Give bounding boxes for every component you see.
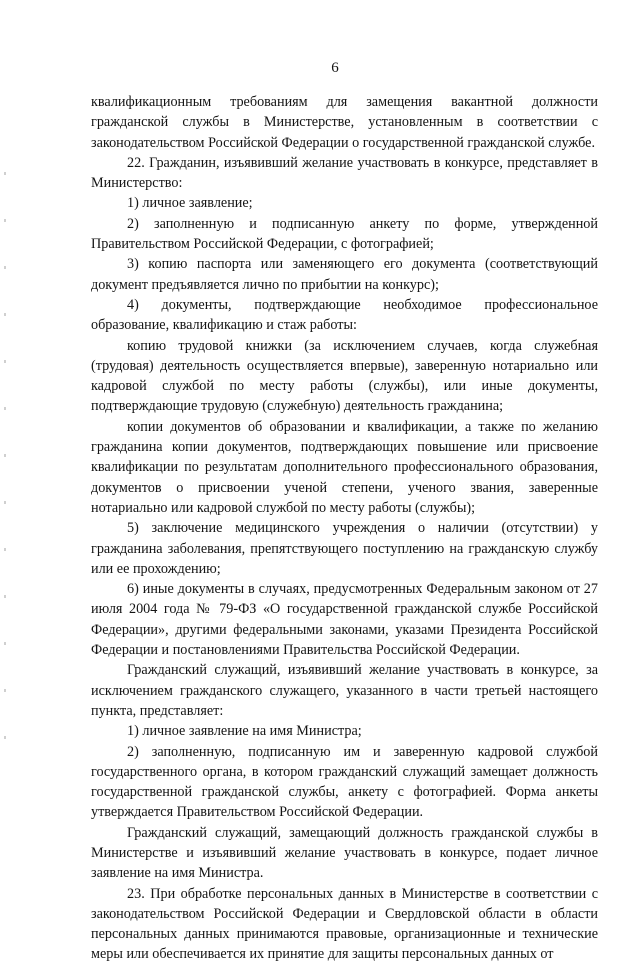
servant-list-item-2: 2) заполненную, подписанную им и заверенную кадровой службой государственного органа, в котором гражданский служащий замещает должность государственной гражданской службы, анкету с фотографией. Форма анкеты утверждается Правительством Российской Федерации. [91, 743, 598, 821]
paragraph-clause-22: 22. Гражданин, изъявивший желание участвовать в конкурсе, представляет в Министерство: [91, 154, 598, 192]
list-subitem-work-record: копию трудовой книжки (за исключением случаев, когда служебная (трудовая) деятельность осуществляется впервые), заверенную нотариально или кадровой службой по месту работы (службы), или иные документы, подтверждающие трудовую (служебную) деятельность гражданина; [91, 337, 598, 415]
list-item-5: 5) заключение медицинского учреждения о наличии (отсутствии) у гражданина заболевания, препятствующего поступлению на гражданскую службу или ее прохождению; [91, 520, 598, 577]
list-item-1: 1) личное заявление; [127, 195, 253, 212]
paragraph-continuation: квалификационным требованиям для замещения вакантной должности гражданской службы в Министерстве, установленным в соответствии с законодательством Российской Федерации о государственной гражданской службе. [91, 94, 598, 151]
list-item-2: 2) заполненную и подписанную анкету по форме, утвержденной Правительством Российской Федерации, с фотографией; [91, 215, 598, 253]
paragraph-clause-23: 23. При обработке персональных данных в Министерстве в соответствии с законодательством Российской Федерации и Свердловской области в области персональных данных принимаются правовые, организационные и технические меры или обеспечивается их принятие для защиты персональных данных от [91, 885, 598, 963]
list-subitem-education-docs: копии документов об образовании и квалификации, а также по желанию гражданина копии документов, подтверждающих повышение или присвоение квалификации по результатам дополнительного профессионального образования, документов о присвоении ученой степени, ученого звания, заверенные нотариально или кадровой службой по месту работы (службы); [91, 418, 598, 516]
paragraph-ministry-servant: Гражданский служащий, замещающий должность гражданской службы в Министерстве и изъявивший желание участвовать в конкурсе, подает личное заявление на имя Министра. [91, 824, 598, 882]
servant-list-item-1: 1) личное заявление на имя Министра; [127, 723, 362, 740]
list-item-4: 4) документы, подтверждающие необходимое профессиональное образование, квалификацию и стаж работы: [91, 296, 598, 334]
list-item-3: 3) копию паспорта или заменяющего его документа (соответствующий документ предъявляется лично по прибытии на конкурс); [91, 256, 598, 293]
page-number: 6 [331, 60, 339, 76]
binding-edge-marks [4, 150, 6, 750]
list-item-6: 6) иные документы в случаях, предусмотренных Федеральным законом от 27 июля 2004 года № 79-ФЗ «О государственной гражданской службе Российской Федерации», другими федеральными законами, указами Президента Российской Федерации и постановлениями Правительства Российской Федерации. [91, 581, 598, 659]
document-body [91, 92, 598, 965]
paragraph-civil-servant: Гражданский служащий, изъявивший желание участвовать в конкурсе, за исключением гражданского служащего, указанного в части третьей настоящего пункта, представляет: [91, 662, 598, 719]
